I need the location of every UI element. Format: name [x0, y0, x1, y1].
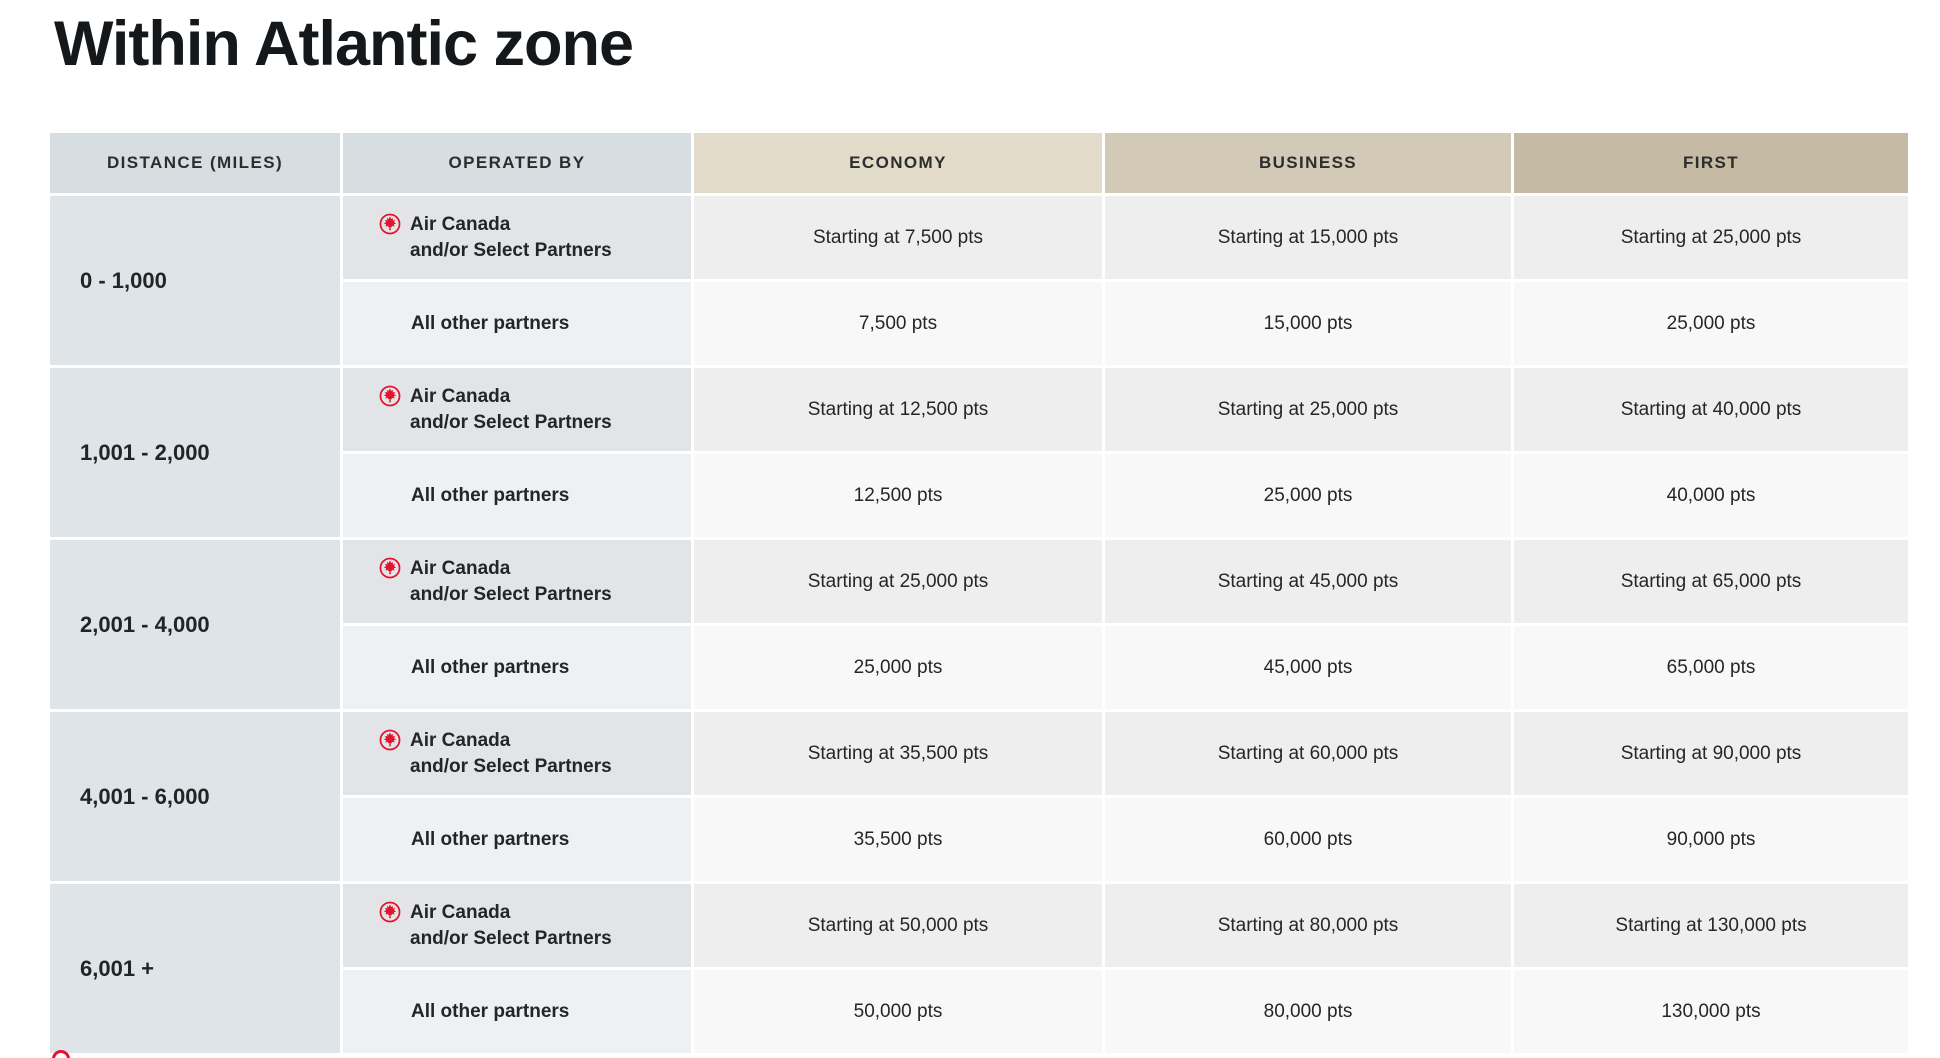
operated-by-air-canada-cell — [343, 196, 691, 279]
operated-by-other-cell: All other partners — [343, 282, 691, 365]
column-header-distance: DISTANCE (MILES) — [50, 133, 340, 193]
operated-by-air-canada-cell — [343, 540, 691, 623]
economy-value: 12,500 pts — [694, 454, 1102, 537]
business-value: 45,000 pts — [1105, 626, 1511, 709]
operated-by-label: Air Canada and/or Select Partners — [410, 902, 612, 949]
economy-value: 50,000 pts — [694, 970, 1102, 1053]
first-value: Starting at 25,000 pts — [1514, 196, 1908, 279]
business-value: Starting at 15,000 pts — [1105, 196, 1511, 279]
header-row — [50, 133, 1908, 193]
business-value: 25,000 pts — [1105, 454, 1511, 537]
operated-by-other-cell: All other partners — [343, 626, 691, 709]
business-value: 80,000 pts — [1105, 970, 1511, 1053]
economy-value: Starting at 12,500 pts — [694, 368, 1102, 451]
table-row — [50, 712, 1908, 795]
rewards-table — [47, 130, 1911, 1056]
column-header-economy: ECONOMY — [694, 133, 1102, 193]
column-header-business: BUSINESS — [1105, 133, 1511, 193]
operated-by-label: Air Canada and/or Select Partners — [410, 558, 612, 605]
table-row — [50, 196, 1908, 279]
first-value: Starting at 40,000 pts — [1514, 368, 1908, 451]
first-value: Starting at 90,000 pts — [1514, 712, 1908, 795]
operated-by-other-cell: All other partners — [343, 970, 691, 1053]
operated-by-air-canada-cell — [343, 368, 691, 451]
first-value: 40,000 pts — [1514, 454, 1908, 537]
distance-band-label: 6,001 + — [50, 884, 340, 1053]
business-value: 15,000 pts — [1105, 282, 1511, 365]
economy-value: Starting at 50,000 pts — [694, 884, 1102, 967]
operated-by-label: Air Canada and/or Select Partners — [410, 214, 612, 261]
operated-by-air-canada-cell — [343, 712, 691, 795]
page-title: Within Atlantic zone — [54, 9, 634, 79]
air-canada-roundel-icon — [379, 385, 401, 412]
table-row — [50, 368, 1908, 451]
column-header-first: FIRST — [1514, 133, 1908, 193]
first-value: Starting at 130,000 pts — [1514, 884, 1908, 967]
economy-value: Starting at 25,000 pts — [694, 540, 1102, 623]
first-value: 65,000 pts — [1514, 626, 1908, 709]
business-value: Starting at 45,000 pts — [1105, 540, 1511, 623]
air-canada-roundel-icon — [379, 213, 401, 240]
business-value: Starting at 80,000 pts — [1105, 884, 1511, 967]
operated-by-other-cell: All other partners — [343, 798, 691, 881]
economy-value: Starting at 7,500 pts — [694, 196, 1102, 279]
economy-value: 35,500 pts — [694, 798, 1102, 881]
table-row — [50, 884, 1908, 967]
air-canada-roundel-icon — [379, 557, 401, 584]
distance-band-label: 2,001 - 4,000 — [50, 540, 340, 709]
table-row — [50, 540, 1908, 623]
distance-band-label: 0 - 1,000 — [50, 196, 340, 365]
air-canada-roundel-icon — [379, 729, 401, 756]
operated-by-air-canada-cell — [343, 884, 691, 967]
distance-band-label: 1,001 - 2,000 — [50, 368, 340, 537]
business-value: Starting at 60,000 pts — [1105, 712, 1511, 795]
economy-value: 25,000 pts — [694, 626, 1102, 709]
operated-by-other-cell: All other partners — [343, 454, 691, 537]
first-value: 90,000 pts — [1514, 798, 1908, 881]
business-value: Starting at 25,000 pts — [1105, 368, 1511, 451]
economy-value: 7,500 pts — [694, 282, 1102, 365]
business-value: 60,000 pts — [1105, 798, 1511, 881]
operated-by-label: Air Canada and/or Select Partners — [410, 730, 612, 777]
air-canada-roundel-icon — [379, 901, 401, 928]
economy-value: Starting at 35,500 pts — [694, 712, 1102, 795]
first-value: 25,000 pts — [1514, 282, 1908, 365]
operated-by-label: Air Canada and/or Select Partners — [410, 386, 612, 433]
distance-band-label: 4,001 - 6,000 — [50, 712, 340, 881]
first-value: Starting at 65,000 pts — [1514, 540, 1908, 623]
column-header-operated-by: OPERATED BY — [343, 133, 691, 193]
first-value: 130,000 pts — [1514, 970, 1908, 1053]
